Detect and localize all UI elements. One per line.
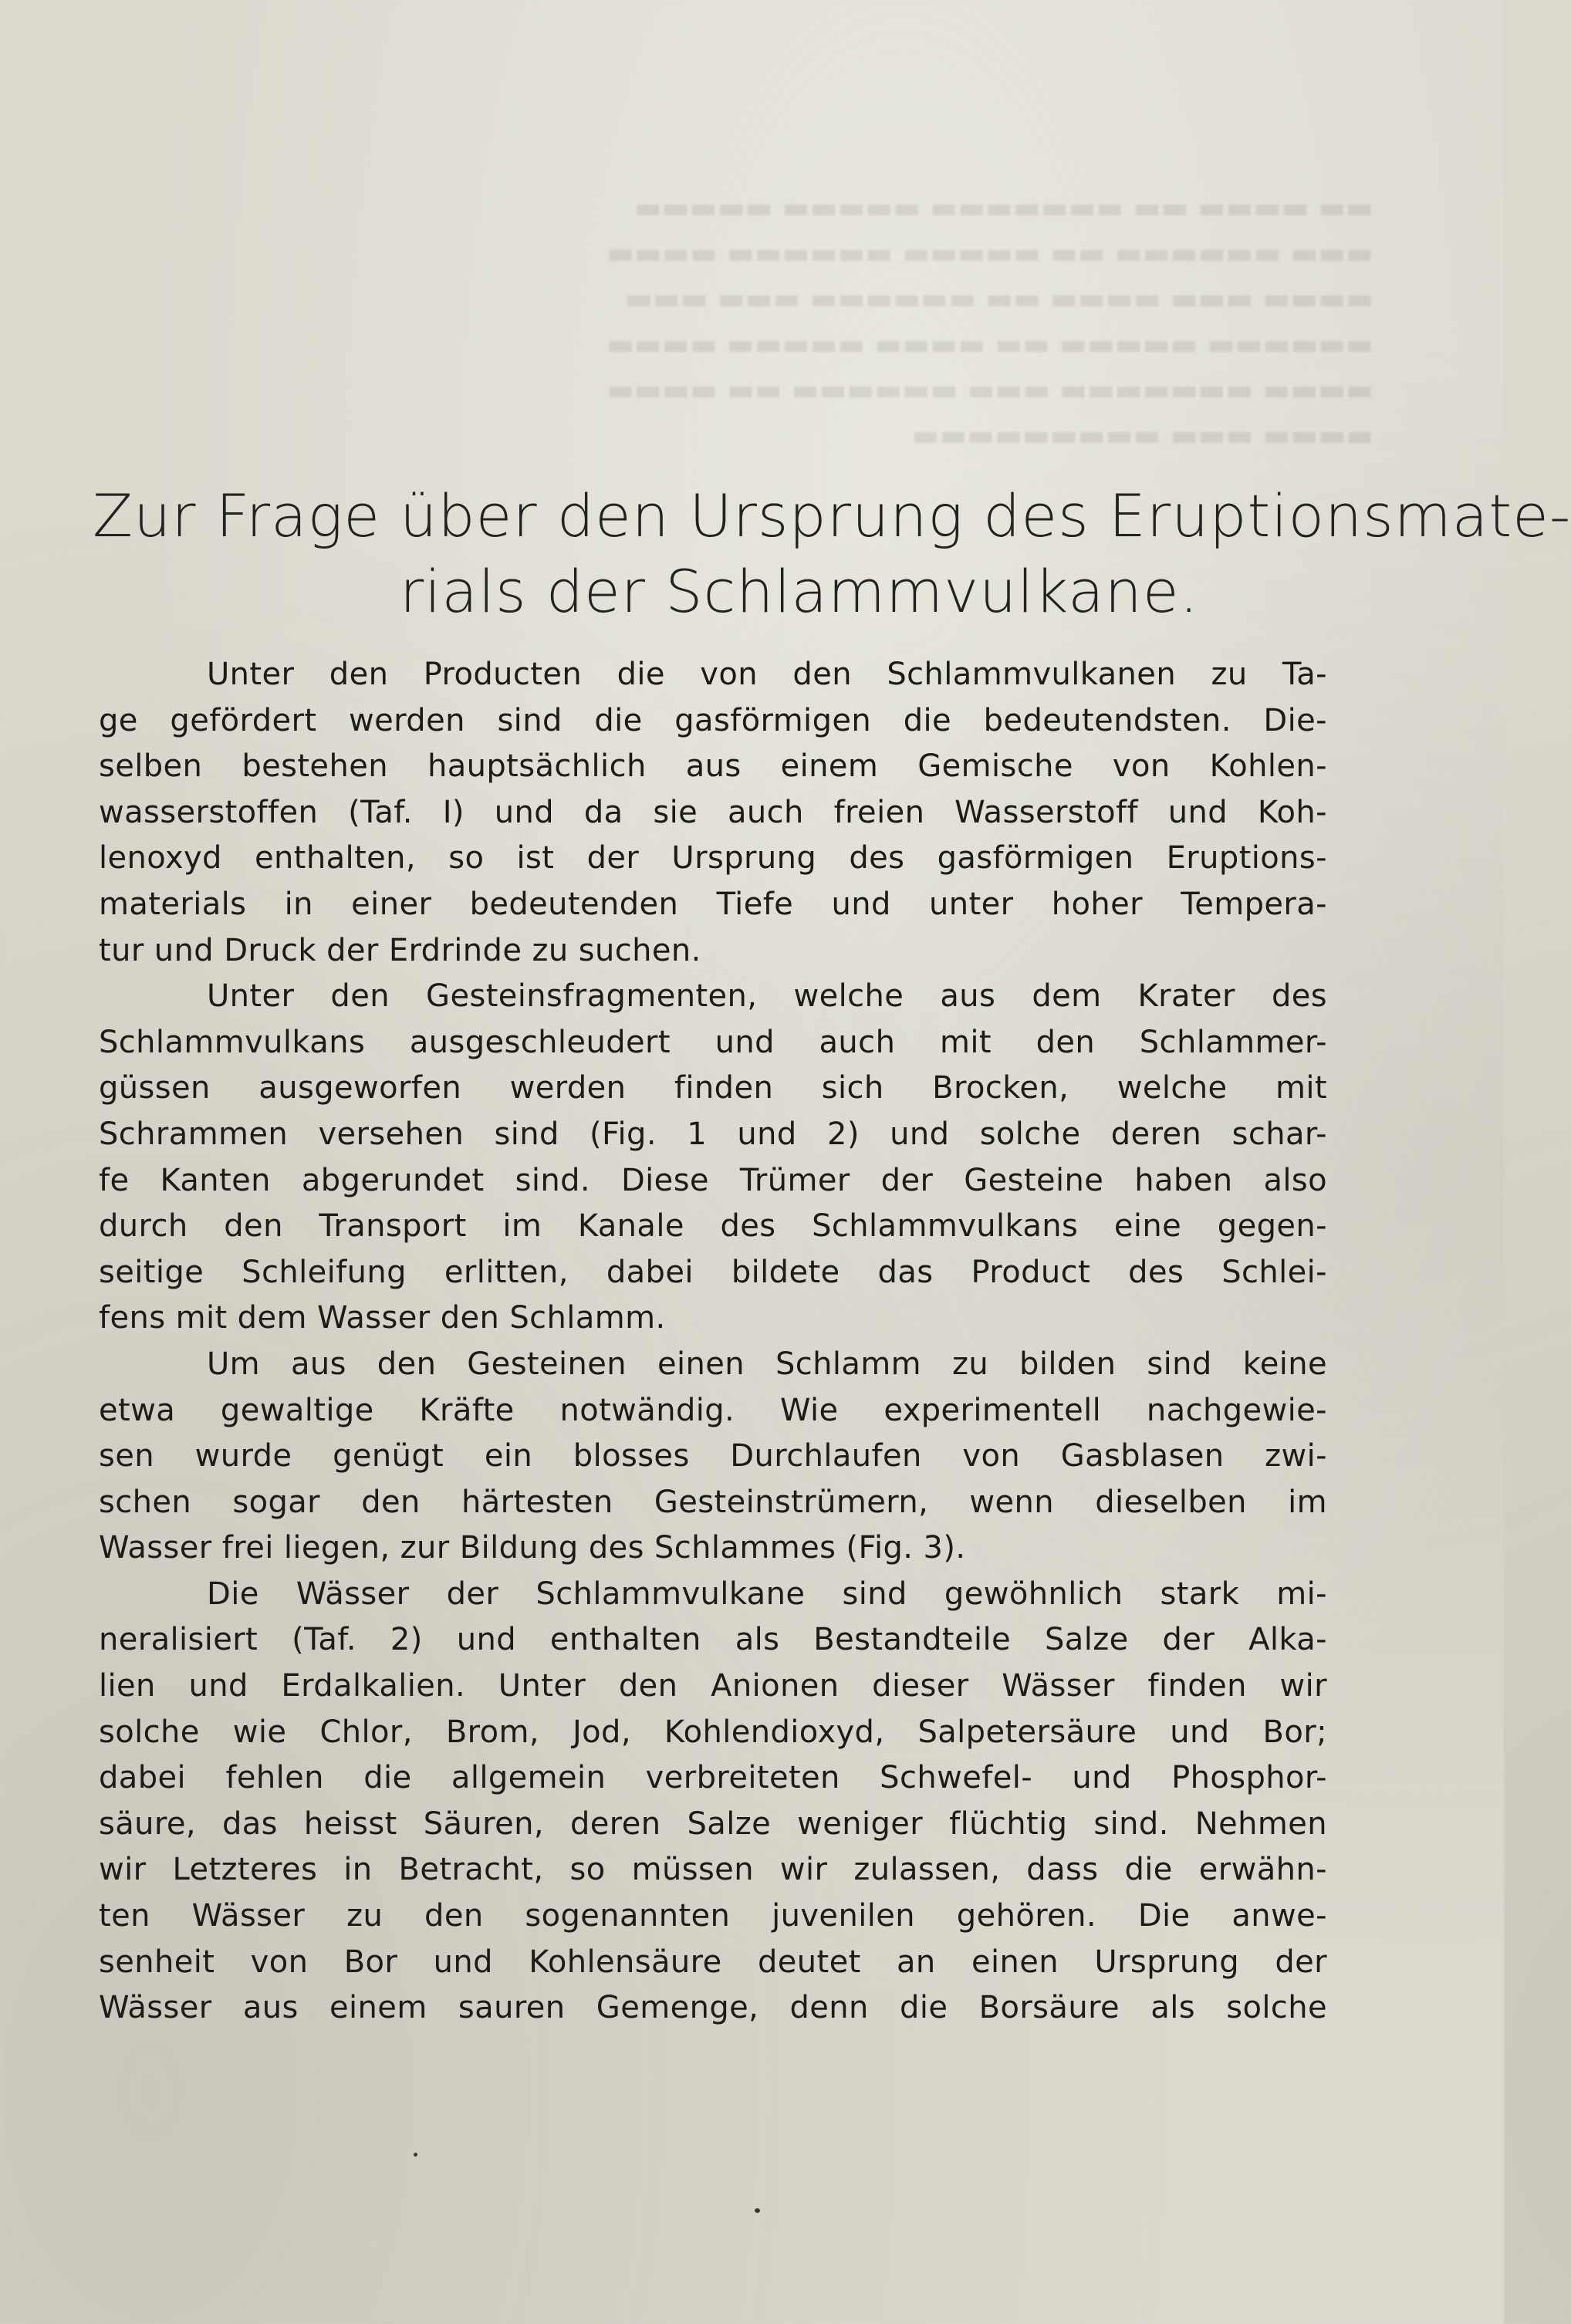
- text-line: Wasser frei liegen, zur Bildung des Schlammes (Fig. 3).: [99, 1530, 966, 1566]
- text-line: dabei fehlen die allgemein verbreiteten Schwefel- und Phosphor-: [99, 1760, 1327, 1796]
- text-line: fe Kanten abgerundet sind. Diese Trümer der Gesteine haben also: [99, 1162, 1327, 1198]
- text-line: Die Wässer der Schlammvulkane sind gewöhnlich stark mi-: [207, 1576, 1327, 1612]
- text-line: solche wie Chlor, Brom, Jod, Kohlendioxyd, Salpetersäure und Bor;: [99, 1714, 1327, 1750]
- paragraph: [99, 974, 1327, 1342]
- article-title: [93, 478, 1571, 630]
- text-line: selben bestehen hauptsächlich aus einem Gemische von Kohlen-: [99, 748, 1327, 785]
- text-line: lenoxyd enthalten, so ist der Ursprung des gasförmigen Eruptions-: [99, 840, 1327, 877]
- paragraph: [99, 1572, 1327, 2032]
- text-line: ge gefördert werden sind die gasförmigen die bedeutendsten. Die-: [99, 702, 1327, 738]
- article-body: [99, 652, 1327, 2032]
- text-line: schen sogar den härtesten Gesteinstrümern, wenn dieselben im: [99, 1484, 1327, 1520]
- title-line-1: Zur Frage über den Ursprung des Eruptionsmate-: [93, 481, 1571, 550]
- text-line: wasserstoffen (Taf. I) und da sie auch freien Wasserstoff und Koh-: [99, 794, 1327, 830]
- text-line: tur und Druck der Erdrinde zu suchen.: [99, 932, 701, 968]
- paper-speck: [414, 2153, 417, 2157]
- text-line: Wässer aus einem sauren Gemenge, denn die Borsäure als solche: [99, 1990, 1327, 2026]
- text-line: Unter den Producten die von den Schlammvulkanen zu Ta-: [207, 657, 1327, 692]
- text-line: lien und Erdalkalien. Unter den Anionen dieser Wässer finden wir: [99, 1668, 1327, 1704]
- paragraph: [99, 1342, 1327, 1572]
- title-line-2: rials der Schlammvulkane.: [400, 557, 1199, 626]
- text-line: etwa gewaltige Kräfte notwändig. Wie experimentell nachgewie-: [99, 1392, 1327, 1428]
- text-line: Um aus den Gesteinen einen Schlamm zu bilden sind keine: [207, 1346, 1327, 1382]
- text-line: neralisiert (Taf. 2) und enthalten als Bestandteile Salze der Alka-: [99, 1622, 1327, 1658]
- text-line: Unter den Gesteinsfragmenten, welche aus dem Krater des: [207, 978, 1327, 1015]
- text-line: seitige Schleifung erlitten, dabei bildete das Product des Schlei-: [99, 1254, 1327, 1290]
- text-line: senheit von Bor und Kohlensäure deutet an einen Ursprung der: [99, 1944, 1327, 1980]
- show-through-texture: ▬▬ ▬▬▬▬ ▬▬ ▬▬▬▬▬▬▬ ▬▬▬▬▬ ▬▬▬▬▬ ▬▬▬ ▬▬▬▬▬▬ ▬▬ ▬▬▬▬▬ ▬▬▬▬▬▬ ▬▬▬▬ ▬▬▬▬ ▬▬▬ ▬▬▬▬ ▬▬ ▬▬▬▬▬▬ ▬▬▬ ▬▬▬ ▬▬▬▬▬▬ ▬▬▬▬▬ ▬▬ ▬▬▬▬ ▬▬▬▬▬ ▬▬▬▬ ▬▬▬▬ ▬▬▬▬▬▬▬ ▬▬▬ ▬▬▬▬▬▬ ▬▬ ▬▬▬▬ ▬▬▬▬ ▬▬▬ ▬▬▬▬▬▬▬▬▬: [606, 191, 1373, 452]
- text-line: sen wurde genügt ein blosses Durchlaufen von Gasblasen zwi-: [99, 1438, 1327, 1474]
- text-line: materials in einer bedeutenden Tiefe und unter hoher Tempera-: [99, 886, 1327, 922]
- text-line: durch den Transport im Kanale des Schlammvulkans eine gegen-: [99, 1208, 1327, 1245]
- paragraph: [99, 652, 1327, 974]
- text-line: säure, das heisst Säuren, deren Salze weniger flüchtig sind. Nehmen: [99, 1805, 1327, 1842]
- text-line: fens mit dem Wasser den Schlamm.: [99, 1300, 666, 1336]
- text-line: wir Letzteres in Betracht, so müssen wir zulassen, dass die erwähn-: [99, 1852, 1327, 1888]
- text-line: Schrammen versehen sind (Fig. 1 und 2) und solche deren schar-: [99, 1116, 1327, 1152]
- text-line: güssen ausgeworfen werden finden sich Brocken, welche mit: [99, 1070, 1327, 1106]
- paper-speck: [755, 2208, 760, 2213]
- text-line: ten Wässer zu den sogenannten juvenilen gehören. Die anwe-: [99, 1898, 1327, 1934]
- text-line: Schlammvulkans ausgeschleudert und auch mit den Schlammer-: [99, 1024, 1327, 1060]
